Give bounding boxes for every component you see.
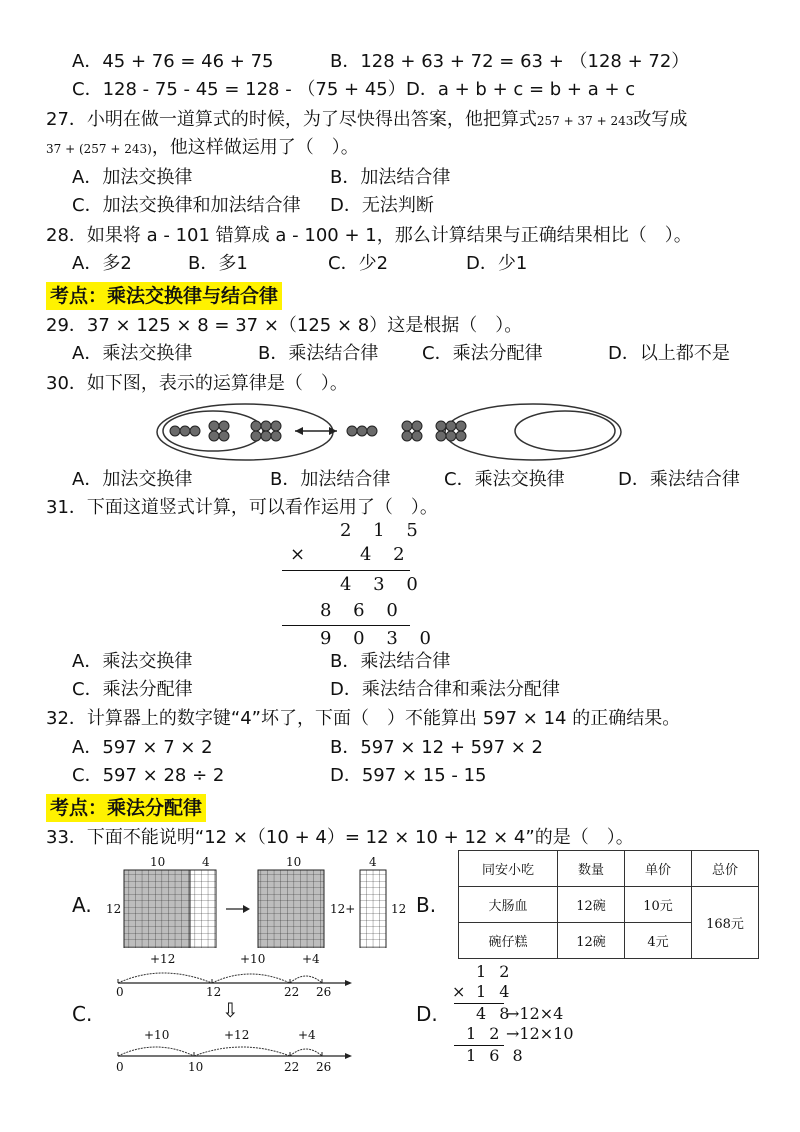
- option-b: B．加法结合律: [270, 469, 391, 490]
- question-27: [46, 108, 687, 133]
- question-30: 30．如下图，表示的运算律是（ ）。: [46, 373, 348, 394]
- expression: 37 + (257 + 243): [46, 142, 152, 156]
- option-b: B．乘法结合律: [330, 651, 451, 672]
- section-heading: 考点：乘法交换律与结合律: [46, 282, 282, 310]
- vertical-calc-row: 4 8: [476, 1004, 514, 1023]
- vertical-calc-row: 1 4: [476, 982, 514, 1001]
- option-d: D．乘法结合律和乘法分配律: [330, 679, 560, 700]
- option-c: C．乘法分配律: [422, 343, 543, 364]
- table-cell: 12碗: [558, 887, 625, 923]
- question-text: ，他这样做运用了（ ）。: [151, 137, 359, 158]
- table-header: 单价: [625, 851, 692, 887]
- option-d-label: D.: [416, 1002, 438, 1026]
- grouping-diagram: [155, 400, 625, 466]
- option-d: D．无法判断: [330, 195, 434, 216]
- tick-label: 22: [284, 985, 300, 999]
- calc-note: →12×10: [506, 1024, 574, 1043]
- vertical-calc-row: 1 2: [466, 1024, 504, 1043]
- grid-label: 12: [106, 902, 122, 916]
- question-33: 33．下面不能说明“12 ×（10 + 4）= 12 × 10 + 12 × 4”的是（ ）。: [46, 827, 634, 848]
- grid-label: 10: [150, 855, 166, 869]
- option-a: A．45 + 76 = 46 + 75: [72, 51, 274, 72]
- question-28: 28．如果将 a - 101 错算成 a - 100 + 1，那么计算结果与正确结果相比（ ）。: [46, 225, 692, 246]
- vertical-calc-row: 4 3 0: [340, 574, 426, 595]
- jump-label: +12: [224, 1028, 250, 1042]
- option-d: D．少1: [466, 253, 528, 274]
- table-cell: 12碗: [558, 923, 625, 959]
- tick-label: 10: [188, 1060, 204, 1074]
- table-header: 数量: [558, 851, 625, 887]
- tick-label: 0: [116, 985, 124, 999]
- section-heading: 考点：乘法分配律: [46, 794, 206, 822]
- snack-price-table: [458, 850, 759, 959]
- grid-label: 4: [202, 855, 210, 869]
- option-a: A．加法交换律: [72, 167, 193, 188]
- vertical-calc-row: 8 6 0: [320, 600, 406, 621]
- option-a-label: A.: [72, 893, 92, 917]
- option-c: C．597 × 28 ÷ 2: [72, 765, 225, 786]
- table-header: 总价: [692, 851, 759, 887]
- option-c-label: C.: [72, 1002, 93, 1026]
- tick-label: 22: [284, 1060, 300, 1074]
- tick-label: 12: [206, 985, 222, 999]
- grid-label: 12: [391, 902, 407, 916]
- option-c: C．乘法分配律: [72, 679, 193, 700]
- option-c: C．128 - 75 - 45 = 128 - （75 + 45）: [72, 79, 406, 100]
- tick-label: 26: [316, 985, 332, 999]
- vertical-calc-row: 9 0 3 0: [320, 628, 439, 649]
- option-b: B．加法结合律: [330, 167, 451, 188]
- question-29: 29．37 × 125 × 8 = 37 ×（125 × 8）这是根据（ ）。: [46, 315, 523, 336]
- option-a: A．乘法交换律: [72, 651, 193, 672]
- option-a: A．多2: [72, 253, 132, 274]
- option-d: D．597 × 15 - 15: [330, 765, 487, 786]
- times-sign: ×: [290, 544, 314, 565]
- down-arrow-icon: ⇩: [222, 998, 239, 1022]
- option-d: D．以上都不是: [608, 343, 730, 364]
- question-text: 改写成: [633, 109, 688, 130]
- option-b: B．128 + 63 + 72 = 63 + （128 + 72）: [330, 51, 690, 72]
- table-cell: 碗仔糕: [459, 923, 558, 959]
- option-d: D．乘法结合律: [618, 469, 740, 490]
- calc-rule: [282, 625, 410, 626]
- option-c: C．加法交换律和加法结合律: [72, 195, 301, 216]
- grid-label: 12+: [330, 902, 356, 916]
- table-cell: 大肠血: [459, 887, 558, 923]
- jump-label: +10: [240, 952, 266, 966]
- table-header: 同安小吃: [459, 851, 558, 887]
- option-b: B．597 × 12 + 597 × 2: [330, 737, 543, 758]
- option-a: A．597 × 7 × 2: [72, 737, 213, 758]
- jump-label: +10: [144, 1028, 170, 1042]
- grid-label: 4: [369, 855, 377, 869]
- vertical-calc-row: 1 2: [476, 962, 514, 981]
- grid-label: 10: [286, 855, 302, 869]
- option-a: A．加法交换律: [72, 469, 193, 490]
- area-model-diagram: [122, 868, 394, 948]
- tick-label: 0: [116, 1060, 124, 1074]
- option-b: B．乘法结合律: [258, 343, 379, 364]
- question-32: 32．计算器上的数字键“4”坏了，下面（ ）不能算出 597 × 14 的正确结果。: [46, 708, 681, 729]
- option-d: D．a + b + c = b + a + c: [406, 79, 636, 100]
- table-cell: 4元: [625, 923, 692, 959]
- table-cell-total: 168元: [692, 887, 759, 959]
- question-text: 27．小明在做一道算式的时候，为了尽快得出答案，他把算式: [46, 109, 537, 130]
- option-b: B．多1: [188, 253, 248, 274]
- tick-label: 26: [316, 1060, 332, 1074]
- vertical-calc-row: 2 1 5: [340, 520, 426, 541]
- question-31: 31．下面这道竖式计算，可以看作运用了（ ）。: [46, 497, 438, 518]
- question-27-line2: [46, 136, 359, 161]
- expression: 257 + 37 + 243: [536, 114, 634, 128]
- times-sign: ×: [452, 982, 470, 1001]
- jump-label: +12: [150, 952, 176, 966]
- jump-label: +4: [302, 952, 320, 966]
- vertical-calc-row: 4 2: [360, 544, 413, 565]
- vertical-calc-row: 1 6 8: [466, 1046, 527, 1065]
- calc-rule: [282, 570, 410, 571]
- table-cell: 10元: [625, 887, 692, 923]
- option-c: C．乘法交换律: [444, 469, 565, 490]
- option-a: A．乘法交换律: [72, 343, 193, 364]
- option-b-label: B.: [416, 893, 437, 917]
- option-c: C．少2: [328, 253, 389, 274]
- jump-label: +4: [298, 1028, 316, 1042]
- calc-note: →12×4: [506, 1004, 564, 1023]
